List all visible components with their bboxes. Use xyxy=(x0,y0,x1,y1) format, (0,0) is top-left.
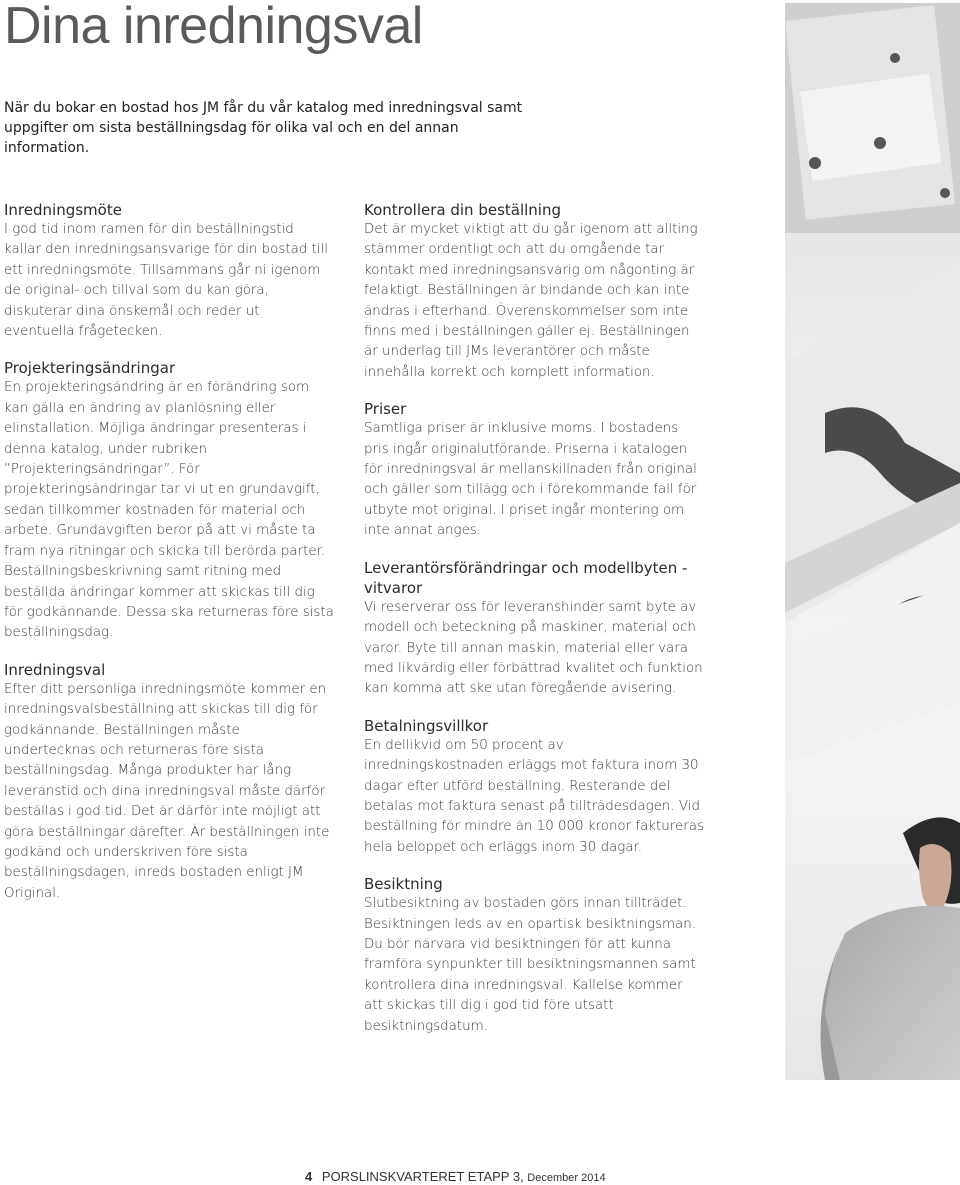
section-kontrollera xyxy=(364,200,704,383)
project-name: PORSLINSKVARTERET ETAPP 3, xyxy=(321,1169,524,1184)
section-heading: Inredningsmöte xyxy=(4,201,122,219)
decorative-photo xyxy=(785,3,960,1080)
section-body: I god tid inom ramen för din beställningstid kallar den inredningsansvarige för din bostad till ett inredningsmöte. Tillsammans går ni igenom de original- och tillval som du kan göra, diskuterar dina önskemål och reder ut eventuella frågetecken. xyxy=(4,222,328,340)
section-inredningsval xyxy=(4,660,334,904)
section-leverantorsforandringar xyxy=(364,558,704,700)
page-title: Dina inredningsval xyxy=(4,0,423,55)
right-column xyxy=(364,200,704,1053)
page-footer xyxy=(305,1169,606,1184)
left-column xyxy=(4,200,334,920)
page-number: 4 xyxy=(305,1169,313,1184)
section-body: En dellikvid om 50 procent av inredningskostnaden erläggs mot faktura inom 30 dagar efter utförd beställning. Resterande del betalas mot faktura senast på tillträdesdagen. Vid beställning för mindre än 10 000 kronor faktureras hela beloppet och erläggs inom 30 dagar. xyxy=(364,737,704,855)
section-heading: Besiktning xyxy=(364,875,443,894)
section-body: Slutbesiktning av bostaden görs innan tillträdet. Besiktningen leds av en opartisk besiktningsman. Du bör närvara vid besiktningen för att kunna framföra synpunkter till besiktningsmannen samt kontrollera dina inredningsval. Kallelse kommer att skickas till dig i god tid före utsatt besiktningsdatum. xyxy=(364,896,696,1034)
footer-date: December 2014 xyxy=(527,1172,606,1184)
section-body: Efter ditt personliga inredningsmöte kommer en inredningsvalsbeställning att skickas till dig för godkännande. Beställningen måste undertecknas och returneras före sista beställningsdag. Många produkter har lång leveranstid och dina inredningsval måste därför beställas i god tid. Det är därför inte möjligt att göra beställningar därefter. Är beställningen inte godkänd och underskriven före sista beställningsdagen, inreds bostaden enligt JM Original. xyxy=(4,681,330,901)
section-inredningsmote xyxy=(4,200,334,342)
section-heading: Projekteringsändringar xyxy=(4,359,176,378)
section-body: Det är mycket viktigt att du går igenom att allting stämmer ordentligt och att du omgående tar kontakt med inredningsansvarig om någonting är felaktigt. Beställningen är bindande och kan inte ändras i efterhand. Överenskommelser som inte finns med i beställningen gäller ej. Beställningen är underlag till JMs leverantörer och måste innehålla korrekt och komplett information. xyxy=(364,222,698,380)
section-projekteringsandringar xyxy=(4,358,334,643)
section-heading: Kontrollera din beställning xyxy=(364,201,561,219)
section-heading: Leverantörsförändringar och modellbyten - vitvaror xyxy=(364,558,688,597)
section-body: Samtliga priser är inklusive moms. I bostadens pris ingår originalutförande. Priserna i katalogen för inredningsval är mellanskillnaden från original och gäller som tillägg och i förekommande fall för utbyte mot original. I priset ingår montering om inte annat anges. xyxy=(364,421,697,539)
section-heading: Inredningsval xyxy=(4,660,106,679)
intro-text: När du bokar en bostad hos JM får du vår katalog med inredningsval samt uppgifter om sista beställningsdag för olika val och en del annan information. xyxy=(4,100,523,156)
section-body: En projekteringsändring är en förändring som kan gälla en ändring av planlösning eller elinstallation. Möjliga ändringar presenteras i denna katalog, under rubriken ”Projekteringsändringar”. För projekteringsändringar tar vi ut en grundavgift, sedan tillkommer kostnaden för material och arbete. Grundavgiften beror på att vi måste ta fram nya ritningar och skicka till berörda parter. Beställningsbeskrivning samt ritning med beställda ändringar kommer att skickas till dig för godkännande. Dessa ska returneras före sista beställningsdag. xyxy=(4,380,334,641)
section-priser xyxy=(364,399,704,541)
section-heading: Betalningsvillkor xyxy=(364,716,489,735)
section-besiktning xyxy=(364,874,704,1037)
section-betalningsvillkor xyxy=(364,716,704,858)
section-body: Vi reserverar oss för leveranshinder samt byte av modell och beteckning på maskiner, material och varor. Byte till annan maskin, material eller vara med likvärdig eller förbättrad kvalitet och funktion kan komma att ske utan föregående avisering. xyxy=(364,599,703,697)
section-heading: Priser xyxy=(364,400,407,419)
